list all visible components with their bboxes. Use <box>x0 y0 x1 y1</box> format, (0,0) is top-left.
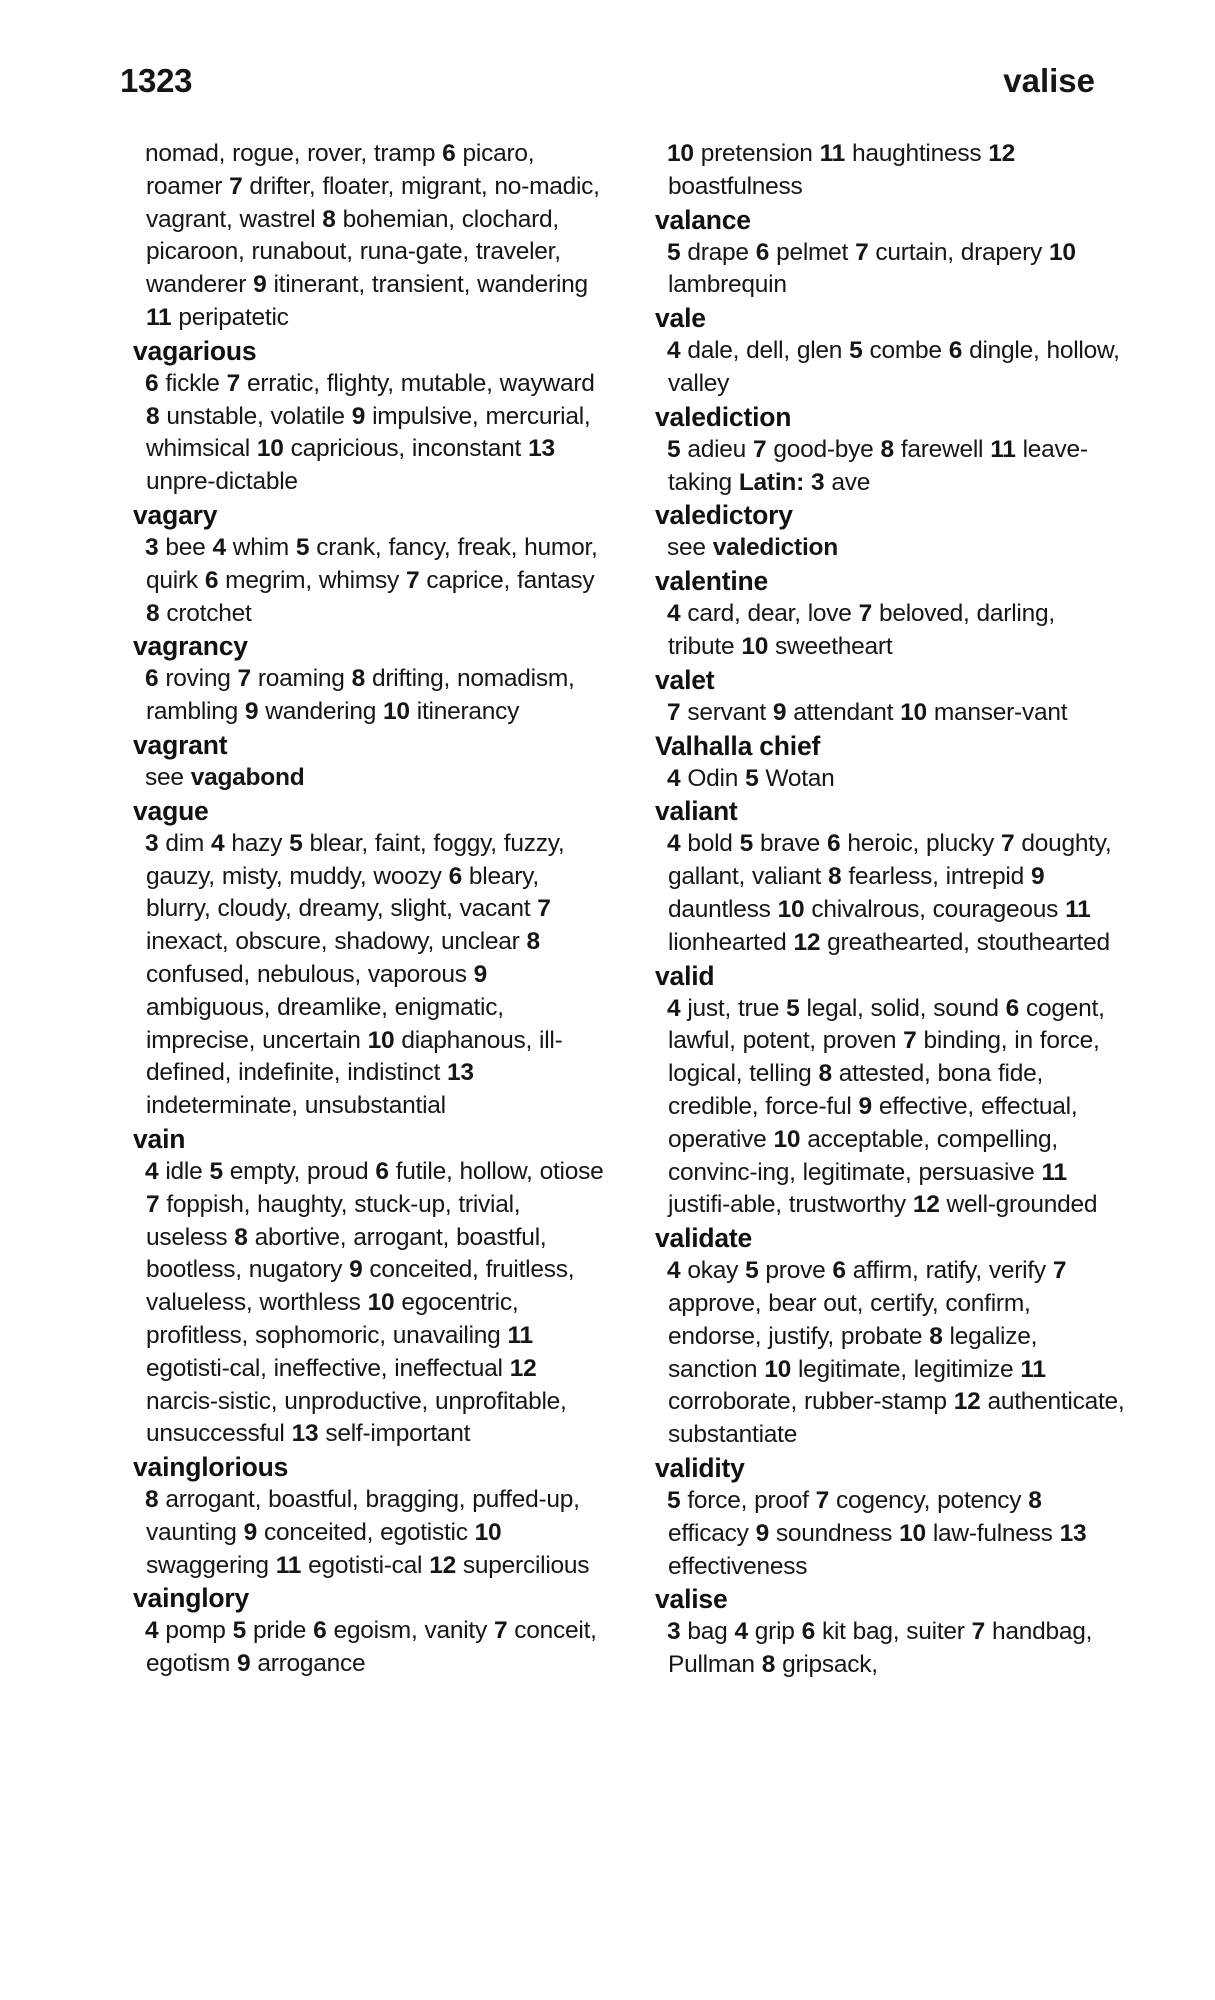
sense-number: 6 <box>145 369 159 397</box>
running-head <box>120 62 1095 112</box>
dictionary-entry <box>133 729 606 795</box>
synonym-text: crotchet <box>159 599 252 627</box>
sense-number: 10 <box>899 1519 926 1547</box>
sense-number: 12 <box>988 140 1016 167</box>
sense-number: 6 <box>204 566 219 594</box>
sense-number: 11 <box>146 303 172 331</box>
entry-sense-list <box>133 368 606 499</box>
sense-number: 10 <box>1049 238 1076 266</box>
dictionary-entry <box>655 204 1128 303</box>
synonym-text: drifter, floater, migrant, no-madic, vagrant, wastrel <box>146 172 600 233</box>
dictionary-entry <box>133 335 606 499</box>
sense-number: 10 <box>383 698 410 726</box>
synonym-text: grip <box>747 1618 802 1646</box>
synonym-text: hazy <box>224 829 290 857</box>
entry-headword: vagrancy <box>133 631 248 662</box>
sense-number: 7 <box>237 665 251 693</box>
sense-number: 4 <box>211 829 225 857</box>
synonym-text: arrogant, boastful, bragging, puffed-up, vaunting <box>146 1486 580 1546</box>
sense-number: 8 <box>828 863 842 891</box>
dictionary-entry <box>655 730 1128 796</box>
entry-headword: validate <box>655 1223 753 1254</box>
synonym-text: justifi-able, trustworthy <box>668 1191 913 1219</box>
dictionary-entry <box>655 1222 1128 1452</box>
sense-number: 10 <box>667 140 694 167</box>
sense-number: 7 <box>903 1027 917 1055</box>
synonym-text: roving <box>158 665 238 693</box>
sense-number: 6 <box>1005 994 1020 1022</box>
synonym-text: servant <box>680 698 773 726</box>
sense-number: 5 <box>739 830 754 858</box>
sense-number: 11 <box>1065 895 1091 923</box>
synonym-text: confused, nebulous, vaporous <box>146 960 474 988</box>
sense-number: 10 <box>764 1355 791 1383</box>
entry-sense-list <box>655 1616 1128 1682</box>
entry-sense-list <box>655 237 1128 303</box>
sense-number: 8 <box>526 928 540 956</box>
synonym-text: conceited, egotistic <box>256 1518 475 1546</box>
synonym-text: pride <box>245 1617 314 1645</box>
synonym-text: bee <box>158 533 213 561</box>
sense-number: 10 <box>900 698 927 726</box>
page-number: 1323 <box>120 62 193 99</box>
synonym-text: blear, faint, foggy, fuzzy, gauzy, misty, muddy, woozy <box>146 829 565 890</box>
synonym-text: okay <box>680 1257 746 1285</box>
synonym-text: greathearted, stouthearted <box>820 928 1110 956</box>
synonym-text: bag <box>680 1618 735 1646</box>
synonym-text: itinerant, transient, wandering <box>266 271 588 299</box>
entry-headword: vagary <box>133 499 218 530</box>
synonym-text: corroborate, rubber-stamp <box>668 1388 954 1416</box>
entry-sense-list <box>655 335 1128 401</box>
synonym-text: gripsack, <box>775 1651 878 1679</box>
sense-number: 3 <box>667 1618 681 1646</box>
sense-number: 7 <box>855 238 869 266</box>
synonym-text: pretension <box>693 140 820 167</box>
synonym-text: crank, fancy, freak, humor, quirk <box>146 533 598 594</box>
synonym-text: dim <box>158 829 212 857</box>
column-container <box>0 138 1215 1682</box>
entry-sense-list <box>655 1485 1128 1583</box>
synonym-text: fickle <box>158 369 227 397</box>
dictionary-entry <box>133 1123 606 1451</box>
entry-headword: valance <box>655 204 751 235</box>
synonym-text: impulsive, mercurial, whimsical <box>146 402 591 463</box>
sense-number: 4 <box>145 1157 159 1185</box>
synonym-text: legalize, sanction <box>668 1322 1038 1383</box>
dictionary-entry <box>655 302 1128 401</box>
synonym-text: effective, effectual, operative <box>668 1092 1078 1153</box>
sense-number: 11 <box>1041 1158 1067 1186</box>
synonym-text: efficacy <box>668 1519 756 1547</box>
sense-number: 5 <box>786 994 800 1022</box>
entry-headword: valiant <box>655 796 738 827</box>
synonym-text: foppish, haughty, stuck-up, trivial, useless <box>146 1190 521 1251</box>
sense-number: 8 <box>234 1223 248 1251</box>
continued-sense-list <box>133 138 606 335</box>
synonym-text: just, true <box>680 994 787 1022</box>
synonym-text: law-fulness <box>925 1519 1060 1547</box>
sense-number: 5 <box>745 764 759 792</box>
right-column <box>655 138 1128 1682</box>
synonym-text: pomp <box>158 1617 233 1645</box>
sense-number: 8 <box>929 1322 943 1350</box>
sense-number: 6 <box>832 1257 846 1285</box>
dictionary-entry <box>655 401 1128 500</box>
synonym-text: megrim, whimsy <box>218 566 406 594</box>
synonym-text: combe <box>862 337 949 365</box>
synonym-text: erratic, flighty, mutable, wayward <box>240 369 595 397</box>
synonym-text: lionhearted <box>668 928 794 956</box>
synonym-text: dauntless <box>668 895 778 923</box>
synonym-text: peripatetic <box>171 303 289 331</box>
sense-number: 6 <box>801 1618 815 1646</box>
synonym-text: effectiveness <box>668 1552 808 1580</box>
synonym-text: conceited, fruitless, valueless, worthless <box>146 1256 575 1317</box>
dictionary-entry <box>133 795 606 1123</box>
sense-number: vagabond <box>190 763 305 791</box>
synonym-text: chivalrous, courageous <box>804 895 1066 923</box>
sense-number: 4 <box>212 533 226 561</box>
sense-number: 3 <box>145 533 159 561</box>
sense-number: 4 <box>667 764 681 792</box>
sense-number: 6 <box>826 830 841 858</box>
entry-sense-list <box>655 598 1128 664</box>
entry-sense-list <box>133 1156 606 1451</box>
entry-sense-list <box>655 697 1128 730</box>
sense-number: 12 <box>509 1354 537 1382</box>
sense-number: 12 <box>953 1388 981 1416</box>
synonym-text: indeterminate, unsubstantial <box>146 1092 446 1120</box>
entry-headword: vague <box>133 795 209 826</box>
synonym-text: cogent, lawful, potent, proven <box>668 994 1105 1055</box>
sense-number: 9 <box>243 1518 257 1546</box>
sense-number: 4 <box>734 1618 748 1646</box>
sense-number: 7 <box>1000 830 1015 858</box>
synonym-text: empty, proud <box>222 1157 376 1185</box>
synonym-text: picaro, roamer <box>146 140 535 200</box>
sense-number: 8 <box>146 599 160 627</box>
sense-number: 6 <box>145 665 159 693</box>
sense-number: 9 <box>1030 863 1045 891</box>
entry-sense-list <box>133 762 606 795</box>
sense-number: 11 <box>275 1551 302 1579</box>
entry-headword: vainglory <box>133 1583 250 1614</box>
sense-number: 9 <box>244 698 259 726</box>
synonym-text <box>804 469 811 496</box>
synonym-text: see <box>667 534 713 562</box>
synonym-text: egotisti-cal <box>301 1551 430 1579</box>
synonym-text: caprice, fantasy <box>419 566 595 594</box>
synonym-text: roaming <box>250 665 352 693</box>
synonym-text: supercilious <box>455 1551 590 1579</box>
entry-sense-list <box>133 1484 606 1582</box>
synonym-text: affirm, ratify, verify <box>845 1257 1053 1285</box>
sense-number: 7 <box>229 172 243 200</box>
dictionary-entry <box>655 565 1128 664</box>
sense-number: 4 <box>667 1257 681 1285</box>
synonym-text: diaphanous, ill-defined, indefinite, indistinct <box>146 1026 563 1087</box>
sense-number: 9 <box>351 402 366 430</box>
sense-number: 8 <box>1028 1486 1042 1514</box>
entry-sense-list <box>655 434 1128 500</box>
sense-number: 8 <box>145 1486 159 1514</box>
sense-number: 11 <box>819 140 845 167</box>
dictionary-entry <box>655 499 1128 565</box>
sense-number: 7 <box>815 1486 830 1514</box>
synonym-text: idle <box>158 1157 210 1185</box>
synonym-text: legal, solid, sound <box>799 994 1006 1022</box>
synonym-text: handbag, Pullman <box>668 1618 1093 1679</box>
synonym-text: nomad, rogue, rover, tramp <box>145 140 443 167</box>
sense-number: valediction <box>712 534 838 562</box>
synonym-text: fearless, intrepid <box>841 863 1031 891</box>
synonym-text: heroic, plucky <box>840 830 1001 858</box>
dictionary-entry <box>655 1583 1128 1682</box>
sense-number: 9 <box>755 1519 769 1547</box>
entry-headword: vagarious <box>133 335 257 366</box>
synonym-text: Odin <box>680 764 746 792</box>
entry-sense-list <box>133 1615 606 1681</box>
synonym-text: whim <box>225 533 296 561</box>
sense-number: 10 <box>256 435 284 463</box>
entry-headword: valediction <box>655 401 792 432</box>
sense-number: 12 <box>793 928 821 956</box>
sense-number: 7 <box>146 1190 160 1218</box>
entry-sense-list <box>655 828 1128 959</box>
sense-number: 9 <box>253 271 267 299</box>
sense-number: 10 <box>773 1125 801 1153</box>
dictionary-entry <box>133 1582 606 1681</box>
sense-number: 8 <box>351 665 366 693</box>
synonym-text: wandering <box>258 698 384 726</box>
sense-number: Latin: <box>738 468 805 496</box>
sense-number: 7 <box>667 698 681 726</box>
synonym-text: brave <box>753 830 827 858</box>
sense-number: 3 <box>811 468 825 496</box>
synonym-text: card, dear, love <box>680 600 859 628</box>
sense-number: 10 <box>777 895 805 923</box>
sense-number: 7 <box>1052 1257 1067 1285</box>
entry-headword: vagrant <box>133 729 228 760</box>
sense-number: 9 <box>237 1650 251 1678</box>
sense-number: 12 <box>912 1191 940 1219</box>
sense-number: 6 <box>442 140 456 167</box>
synonym-text: bleary, blurry, cloudy, dreamy, slight, vacant <box>146 862 539 923</box>
synonym-text: beloved, darling, tribute <box>668 600 1055 660</box>
sense-number: 3 <box>145 829 159 857</box>
sense-number: 4 <box>667 830 681 858</box>
sense-number: 11 <box>990 435 1016 463</box>
entry-headword: vale <box>655 303 706 334</box>
sense-number: 5 <box>745 1257 759 1285</box>
entry-headword: validity <box>655 1452 745 1483</box>
sense-number: 8 <box>146 402 160 430</box>
sense-number: 8 <box>761 1651 776 1679</box>
synonym-text: legitimate, legitimize <box>790 1355 1021 1383</box>
sense-number: 6 <box>313 1617 327 1645</box>
sense-number: 13 <box>291 1420 319 1448</box>
sense-number: 10 <box>367 1289 395 1317</box>
sense-number: 7 <box>493 1617 508 1645</box>
entry-sense-list <box>655 993 1128 1223</box>
synonym-text: swaggering <box>146 1551 276 1579</box>
entry-headword: valet <box>655 664 715 695</box>
sense-number: 5 <box>289 829 303 857</box>
sense-number: 4 <box>145 1617 159 1645</box>
sense-number: 5 <box>849 337 863 365</box>
entry-headword: Valhalla chief <box>655 730 821 761</box>
entry-sense-list <box>133 828 606 1123</box>
sense-number: 5 <box>667 238 681 266</box>
dictionary-entry <box>133 1451 606 1582</box>
sense-number: 4 <box>667 337 681 365</box>
sense-number: 9 <box>473 960 488 988</box>
sense-number: 8 <box>880 435 894 463</box>
sense-number: 5 <box>209 1157 223 1185</box>
entry-headword: valise <box>655 1584 728 1615</box>
synonym-text: binding, in force, logical, telling <box>668 1027 1100 1088</box>
sense-number: 11 <box>1020 1355 1046 1383</box>
dictionary-entry <box>655 1452 1128 1583</box>
continued-sense-list <box>655 138 1128 204</box>
dictionary-entry <box>133 630 606 729</box>
synonym-text: kit bag, suiter <box>815 1618 972 1646</box>
synonym-text: conceit, egotism <box>146 1617 597 1678</box>
synonym-text: narcis-sistic, unproductive, unprofitable, unsuccessful <box>146 1387 567 1448</box>
synonym-text: attendant <box>786 698 901 726</box>
sense-number: 9 <box>858 1092 872 1120</box>
sense-number: 4 <box>667 994 681 1022</box>
synonym-text: curtain, drapery <box>868 238 1049 266</box>
synonym-text: farewell <box>893 435 991 463</box>
sense-number: 9 <box>772 698 787 726</box>
sense-number: 5 <box>667 1486 681 1514</box>
synonym-text: haughtiness <box>845 140 989 167</box>
synonym-text: egotisti-cal, ineffective, ineffectual <box>146 1354 510 1382</box>
dictionary-entry <box>655 960 1128 1223</box>
dictionary-entry <box>133 499 606 630</box>
synonym-text: boastfulness <box>668 172 803 200</box>
sense-number: 13 <box>528 435 555 463</box>
synonym-text: well-grounded <box>939 1191 1098 1219</box>
sense-number: 10 <box>367 1026 395 1054</box>
synonym-text: egocentric, profitless, sophomoric, unavailing <box>146 1289 519 1349</box>
synonym-text: itinerancy <box>409 698 520 726</box>
synonym-text: acceptable, compelling, convinc-ing, legitimate, persuasive <box>668 1125 1058 1186</box>
synonym-text: abortive, arrogant, boastful, bootless, nugatory <box>146 1223 547 1284</box>
synonym-text: sweetheart <box>768 632 893 660</box>
synonym-text: arrogance <box>250 1650 366 1678</box>
sense-number: 10 <box>741 632 769 660</box>
synonym-text: Wotan <box>758 764 835 792</box>
sense-number: 7 <box>753 435 767 463</box>
synonym-text: adieu <box>680 435 754 463</box>
synonym-text: pelmet <box>769 238 856 266</box>
synonym-text: cogency, potency <box>829 1486 1029 1514</box>
synonym-text: prove <box>758 1257 833 1285</box>
sense-number: 5 <box>232 1617 246 1645</box>
sense-number: 7 <box>537 895 551 923</box>
synonym-text: force, proof <box>680 1486 816 1514</box>
synonym-text: doughty, gallant, valiant <box>668 830 1112 891</box>
synonym-text: unstable, volatile <box>159 402 352 430</box>
synonym-text: inexact, obscure, shadowy, unclear <box>146 928 527 956</box>
synonym-text: ave <box>824 468 871 496</box>
entry-sense-list <box>655 763 1128 796</box>
synonym-text: ambiguous, dreamlike, enigmatic, imprecise, uncertain <box>146 993 504 1054</box>
synonym-text: unpre-dictable <box>146 468 298 496</box>
sense-number: 7 <box>971 1618 986 1646</box>
entry-sense-list <box>133 663 606 729</box>
sense-number: 13 <box>447 1059 474 1087</box>
left-column <box>133 138 606 1682</box>
sense-number: 5 <box>667 435 681 463</box>
entry-headword: valedictory <box>655 500 793 531</box>
dictionary-entry <box>655 664 1128 730</box>
sense-number: 12 <box>429 1551 456 1579</box>
entry-headword: vainglorious <box>133 1452 289 1483</box>
entry-sense-list <box>133 532 606 630</box>
entry-headword: vain <box>133 1123 186 1154</box>
sense-number: 9 <box>349 1256 363 1284</box>
synonym-text: soundness <box>768 1519 900 1547</box>
dictionary-entry <box>655 795 1128 959</box>
synonym-text: capricious, inconstant <box>283 435 529 463</box>
synonym-text: self-important <box>318 1420 471 1448</box>
synonym-text: drifting, nomadism, rambling <box>146 665 575 726</box>
synonym-text: manser-vant <box>926 698 1068 726</box>
synonym-text: attested, bona fide, credible, force-ful <box>668 1060 1044 1120</box>
synonym-text: approve, bear out, certify, confirm, endorse, justify, probate <box>668 1289 1031 1350</box>
sense-number: 10 <box>474 1518 502 1546</box>
synonym-text: authenticate, substantiate <box>668 1388 1125 1449</box>
synonym-text: drape <box>680 238 756 266</box>
entry-sense-list <box>655 1255 1128 1452</box>
synonym-text: bold <box>680 830 740 858</box>
sense-number: 4 <box>667 600 681 628</box>
sense-number: 11 <box>507 1321 533 1349</box>
sense-number: 6 <box>755 238 770 266</box>
synonym-text: dale, dell, glen <box>680 337 850 365</box>
running-headword: valise <box>1003 62 1095 99</box>
sense-number: 5 <box>295 533 310 561</box>
synonym-text: see <box>145 763 191 791</box>
synonym-text: futile, hollow, otiose <box>388 1157 604 1185</box>
synonym-text: egoism, vanity <box>326 1617 494 1645</box>
synonym-text: bohemian, clochard, picaroon, runabout, runa-gate, traveler, wanderer <box>146 205 561 299</box>
sense-number: 7 <box>858 600 873 628</box>
sense-number: 6 <box>448 862 462 890</box>
entry-headword: valid <box>655 960 715 991</box>
sense-number: 8 <box>818 1060 832 1088</box>
synonym-text: leave-taking <box>668 435 1088 496</box>
sense-number: 13 <box>1059 1519 1087 1547</box>
entry-headword: valentine <box>655 566 769 597</box>
entry-sense-list <box>655 532 1128 565</box>
sense-number: 7 <box>226 369 241 397</box>
synonym-text: good-bye <box>766 435 881 463</box>
sense-number: 8 <box>322 205 336 233</box>
sense-number: 6 <box>948 337 963 365</box>
sense-number: 7 <box>405 566 420 594</box>
sense-number: 6 <box>375 1157 389 1185</box>
synonym-text: dingle, hollow, valley <box>668 337 1120 397</box>
synonym-text: lambrequin <box>668 271 787 299</box>
